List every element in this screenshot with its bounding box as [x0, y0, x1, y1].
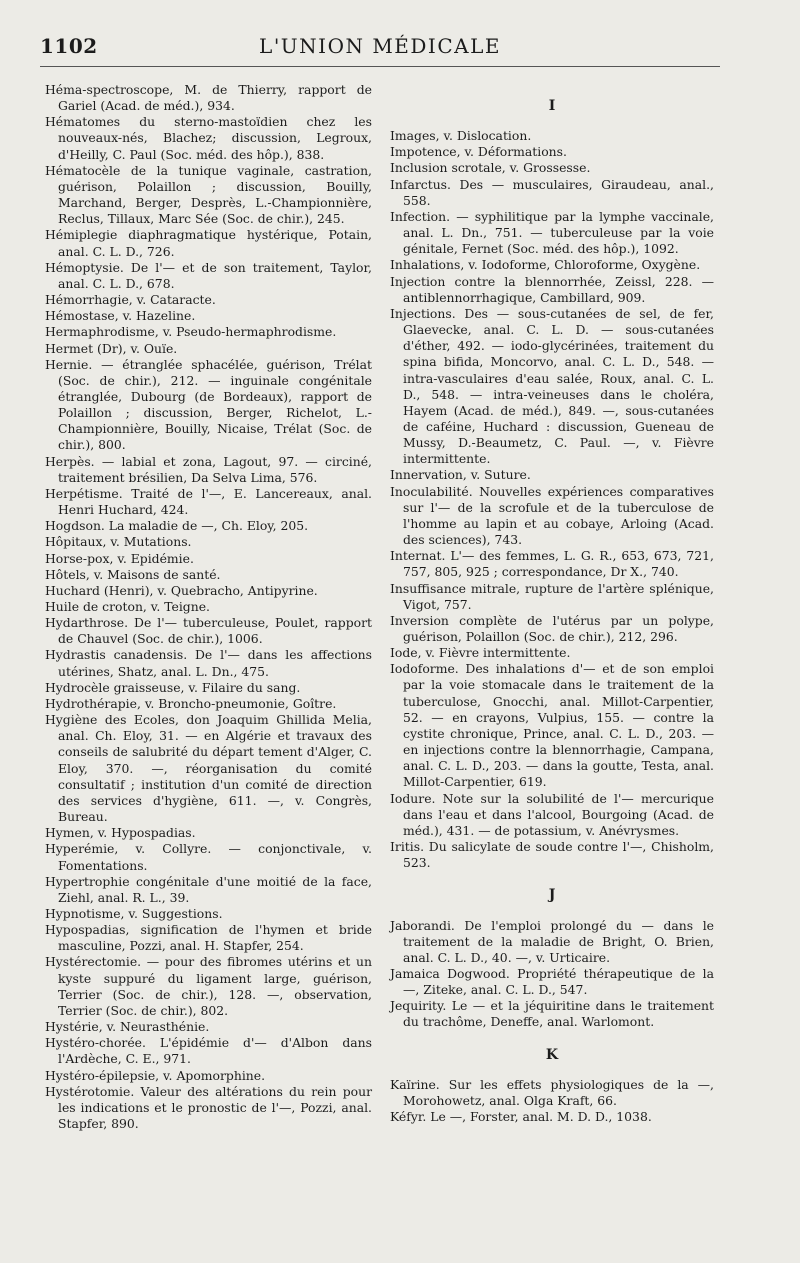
index-entry: Infarctus. Des — musculaires, Giraudeau, anal., 558. [390, 176, 714, 208]
index-entry: Hystéro-chorée. L'épidémie d'— d'Albon dans l'Ardèche, C. E., 971. [45, 1035, 372, 1067]
index-entry: Inclusion scrotale, v. Grossesse. [390, 160, 591, 176]
index-entry: Horse-pox, v. Epidémie. [45, 550, 194, 566]
index-entry: Hystéro-épilepsie, v. Apomorphine. [45, 1067, 266, 1083]
index-entry: Hôtels, v. Maisons de santé. [45, 566, 221, 582]
index-entry: Hermet (Dr), v. Ouïe. [45, 340, 178, 356]
section-i-entries [390, 128, 714, 871]
index-entry: Hernie. — étranglée sphacélée, guérison, Trélat (Soc. de chir.), 212. — inguinale congénitale étranglée, Dubourg (de Bordeaux), rapport de Polaillon ; discussion, Berger, Richelot, L.-Championnière, Bouilly, Nicaise, Trélat (Soc. de chir.), 800. [45, 356, 372, 453]
index-entry: Hypnotisme, v. Suggestions. [45, 905, 223, 921]
index-entry: Jamaica Dogwood. Propriété thérapeutique de la —, Ziteke, anal. C. L. D., 547. [390, 965, 714, 998]
index-entry: Iode, v. Fièvre intermittente. [390, 645, 571, 661]
index-entry: Injection contre la blennorrhée, Zeissl, 228. — antiblennorrhagique, Cambillard, 909. [390, 273, 714, 305]
index-entry: Hydrothérapie, v. Broncho-pneumonie, Goître. [45, 695, 337, 711]
index-entry: Jequirity. Le — et la jéquiritine dans le traitement du trachôme, Deneffe, anal. Warlomont. [390, 998, 714, 1030]
index-entry: Héma-spectroscope, M. de Thierry, rapport de Gariel (Acad. de méd.), 934. [45, 82, 372, 114]
index-entry: Hermaphrodisme, v. Pseudo-hermaphrodisme. [45, 324, 337, 340]
index-entry: Infection. — syphilitique par la lymphe vaccinale, anal. L. Dn., 751. — tuberculeuse par la voie génitale, Fernet (Soc. méd. des hôp.), 1092. [390, 208, 714, 257]
index-entry: Huile de croton, v. Teigne. [45, 599, 210, 614]
index-entry: Iodoforme. Des inhalations d'— et de son emploi par la voie stomacale dans le traitement de la tuberculose, Gnocchi, anal. Millot-Carpentier, 52. — en crayons, Vulpius, 155. — contre la cystite chronique, Prince, anal. C. L. D., 203. — en injections contre la blennorrhagie, Campana, anal. C. L. D., 203. — dans la goutte, Testa, anal. Millot-Carpentier, 619. [390, 661, 714, 790]
index-entry: Iodure. Note sur la solubilité de l'— mercurique dans l'eau et dans l'alcool, Bourgoing (Acad. de méd.), 431. — de potassium, v. Anévrysmes. [390, 790, 714, 838]
index-entry: Internat. L'— des femmes, L. G. R., 653, 673, 721, 757, 805, 925 ; correspondance, Dr X., 740. [390, 548, 714, 580]
index-entry: Hydarthrose. De l'— tuberculeuse, Poulet, rapport de Chauvel (Soc. de chir.), 1006. [45, 615, 372, 647]
index-entry: Injections. Des — sous-cutanées de sel, de fer, Glaevecke, anal. C. L. D. — sous-cutanées d'éther, 492. — iodo-glycérinées, traitement du spina bifida, Moncorvo, anal. C. L. D., 548. — intra-vasculaires d'eau salée, Roux, anal. C. L. D., 548. — intra-veineuses dans le choléra, Hayem (Acad. de méd.), 849. —, sous-cutanées de caféine, Huchard : discussion, Gueneau de Mussy, D.-Beaumetz, C. Paul. —, v. Fièvre intermittente. [390, 305, 714, 467]
index-entry: Inversion complète de l'utérus par un polype, guérison, Polaillon (Soc. de chir.), 212, 296. [390, 612, 714, 644]
index-entry: Herpétisme. Traité de l'—, E. Lancereaux, anal. Henri Huchard, 424. [45, 485, 372, 518]
journal-title: L'UNION MÉDICALE [259, 34, 501, 58]
index-entry: Kaïrine. Sur les effets physiologiques de la —, Morohowetz, anal. Olga Kraft, 66. [390, 1076, 714, 1108]
index-entry: Hémiplegie diaphragmatique hystérique, Potain, anal. C. L. D., 726. [45, 227, 372, 259]
index-entry: Hématocèle de la tunique vaginale, castration, guérison, Polaillon ; discussion, Bouilly, Marchand, Berger, Desprès, L.-Championnière, Reclus, Tillaux, Marc Sée (Soc. de chir.), 245. [45, 162, 372, 227]
index-entry: Herpès. — labial et zona, Lagout, 97. — circiné, traitement brésilien, Da Selva Lima, 576. [45, 453, 372, 485]
index-entry: Hygiène des Ecoles, don Joaquim Ghillida Melia, anal. Ch. Eloy, 31. — en Algérie et travaux des conseils de salubrité du départ tement d'Alger, C. Eloy, 370. —, réorganisation du comité consultatif ; institution d'un comité de direction des services d'hygiène, 611. —, v. Congrès, Bureau. [45, 712, 372, 825]
index-entry: Hématomes du sterno-mastoïdien chez les nouveaux-nés, Blachez; discussion, Legroux, d'Heilly, C. Paul (Soc. méd. des hôp.), 838. [45, 114, 372, 162]
index-entry: Impotence, v. Déformations. [390, 144, 567, 160]
section-letter-j: J [548, 887, 556, 904]
left-index-column [45, 82, 372, 1132]
index-entry: Hystérie, v. Neurasthénie. [45, 1019, 210, 1035]
index-entry: Hypospadias, signification de l'hymen et bride masculine, Pozzi, anal. H. Stapfer, 254. [45, 922, 372, 954]
index-entry: Hogdson. La maladie de —, Ch. Eloy, 205. [45, 518, 309, 534]
index-entry: Hydrocèle graisseuse, v. Filaire du sang. [45, 679, 301, 695]
index-entry: Hydrastis canadensis. De l'— dans les affections utérines, Shatz, anal. L. Dn., 475. [45, 647, 372, 679]
section-letter-k: K [545, 1046, 559, 1063]
index-entry: Hémorrhagie, v. Cataracte. [45, 292, 216, 308]
page-header [40, 30, 720, 67]
section-k-entries [390, 1077, 714, 1125]
index-entry: Kéfyr. Le —, Forster, anal. M. D. D., 1038. [390, 1109, 652, 1125]
index-entry: Hystérectomie. — pour des fibromes utérins et un kyste suppuré du ligament large, guérison, Terrier (Soc. de chir.), 128. —, observation, Terrier (Soc. de chir.), 802. [45, 954, 372, 1018]
index-entry: Images, v. Dislocation. [390, 128, 532, 144]
index-entry: Inoculabilité. Nouvelles expériences comparatives sur l'— de la scrofule et de la tuberculose de l'homme au lapin et au cobaye, Arloing (Acad. des sciences), 743. [390, 483, 714, 548]
index-entry: Hyperémie, v. Collyre. — conjonctivale, v. Fomentations. [45, 841, 372, 873]
index-entry: Hymen, v. Hypospadias. [45, 825, 196, 841]
section-j-entries [390, 918, 714, 1031]
index-entry: Jaborandi. De l'emploi prolongé du — dans le traitement de la maladie de Bright, O. Brien, anal. C. L. D., 40. —, v. Urticaire. [390, 917, 714, 965]
index-entry: Hôpitaux, v. Mutations. [45, 534, 192, 550]
index-entry: Hystérotomie. Valeur des altérations du rein pour les indications et le pronostic de l'—, Pozzi, anal. Stapfer, 890. [45, 1083, 372, 1131]
index-entry: Huchard (Henri), v. Quebracho, Antipyrine. [45, 582, 318, 598]
index-entry: Insuffisance mitrale, rupture de l'artère splénique, Vigot, 757. [390, 580, 714, 612]
index-entry: Hémostase, v. Hazeline. [45, 308, 196, 324]
section-letter-i: I [548, 98, 556, 114]
index-entry: Hémoptysie. De l'— et de son traitement, Taylor, anal. C. L. D., 678. [45, 259, 372, 291]
right-index-column [390, 82, 714, 1125]
index-entry: Hypertrophie congénitale d'une moitié de la face, Ziehl, anal. R. L., 39. [45, 873, 372, 905]
index-entry: Inhalations, v. Iodoforme, Chloroforme, Oxygène. [390, 257, 701, 273]
index-entry: Iritis. Du salicylate de soude contre l'—, Chisholm, 523. [390, 839, 714, 871]
page-number: 1102 [40, 34, 98, 58]
index-entry: Innervation, v. Suture. [390, 467, 531, 483]
